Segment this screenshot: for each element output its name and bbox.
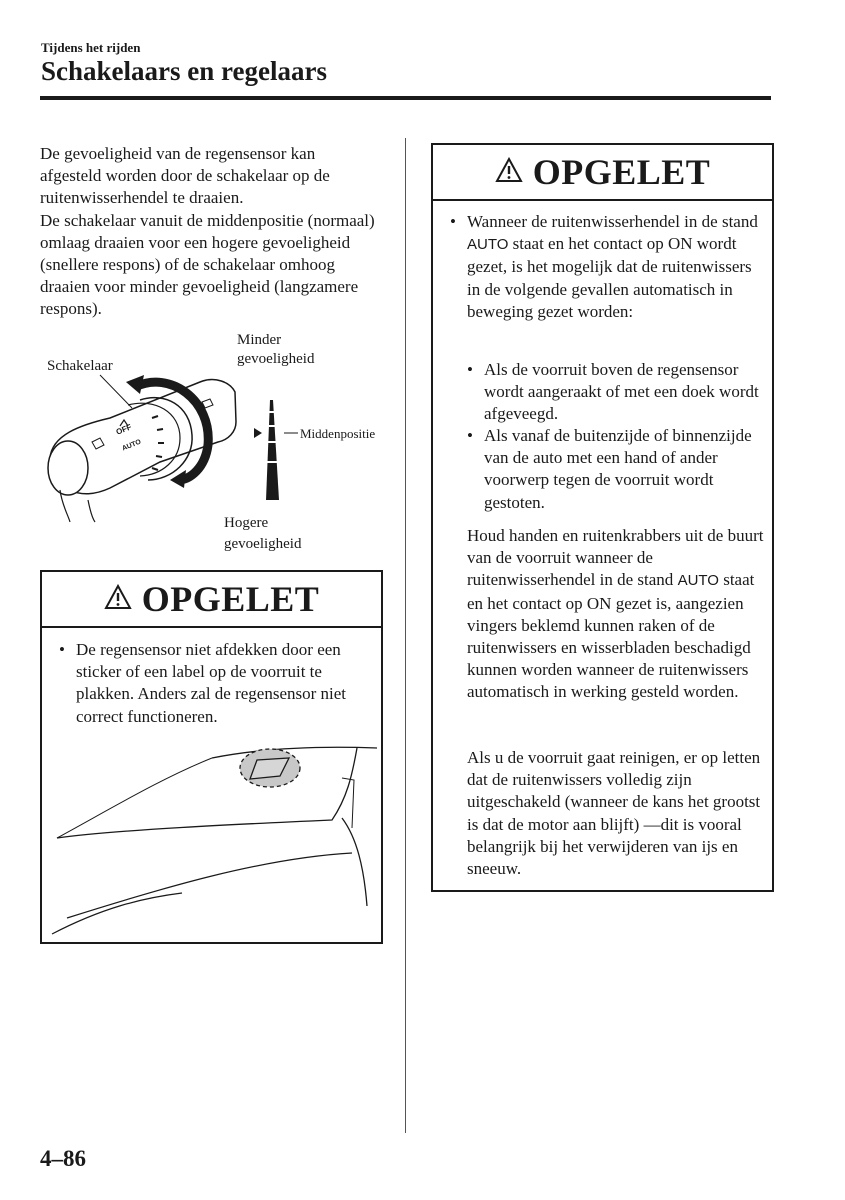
sub-1-text: Als de voorruit boven de regensensor wordt aangeraakt of met een doek wordt afgeveegd.	[484, 360, 759, 424]
caution-box-left	[40, 570, 383, 944]
caution-word-left: OPGELET	[141, 579, 320, 619]
bullet-1-text-b: staat en het contact op ON wordt gezet, is het mogelijk dat de ruitenwissers in de volgende gevallen automatisch in beweging gezet worden:	[467, 234, 752, 321]
section-label: Tijdens het rijden	[41, 40, 141, 55]
windshield-sensor-illustration	[42, 738, 377, 938]
diagram-label-switch: Schakelaar	[47, 358, 113, 374]
para-text-b: staat en het contact op ON gezet is, aangezien vingers beklemd kunnen raken of de ruitenwissers en wisserbladen beschadigd kunnen worden wanneer de ruitenwissers automatisch in werking gesteld worden.	[467, 570, 755, 702]
warning-triangle-icon	[495, 157, 523, 188]
column-divider	[405, 138, 406, 1133]
bullet-1-text-a: Wanneer de ruitenwisserhendel in de stand	[467, 212, 758, 231]
wiper-lever-diagram	[40, 330, 390, 555]
caution-heading-left	[42, 572, 381, 628]
intro-paragraph	[40, 143, 380, 321]
warning-triangle-icon	[104, 584, 132, 615]
caution-heading-right	[433, 145, 772, 201]
caution-right-paragraph	[467, 525, 767, 704]
diagram-label-middle: Middenpositie	[300, 426, 376, 441]
diagram-label-more-1: Hogere	[224, 515, 269, 531]
diagram-label-more-2: gevoeligheid	[224, 536, 302, 552]
para-text-a: Houd handen en ruitenkrabbers uit de buurt van de voorruit wanneer de ruitenwisserhendel in de stand	[467, 526, 764, 590]
bullet-dot: •	[450, 212, 456, 231]
title-rule	[40, 96, 771, 100]
caution-box-right	[431, 143, 774, 892]
page-number: 4–86	[40, 1146, 86, 1171]
caution-word-right: OPGELET	[532, 152, 711, 192]
para-auto: AUTO	[677, 572, 719, 590]
caution-right-sub-1	[467, 359, 764, 426]
sub-2-text: Als vanaf de buitenzijde of binnenzijde van de auto met een hand of ander voorwerp tegen de voorruit wordt gestoten.	[484, 426, 752, 512]
diagram-label-less-1: Minder	[237, 332, 282, 348]
intro-text-1: De gevoeligheid van de regensensor kan afgesteld worden door de schakelaar op de ruitenwisserhendel te draaien.	[40, 144, 330, 208]
caution-left-bullet-text: De regensensor niet afdekken door een sticker of een label op de voorruit te plakken. Anders zal de regensensor niet correct functioneren.	[76, 640, 347, 726]
bullet-dot: •	[467, 360, 473, 379]
bullet-dot: •	[467, 426, 473, 445]
page-title: Schakelaars en regelaars	[41, 56, 327, 86]
caution-right-paragraph-2	[467, 747, 767, 880]
lever-off-mark: OFF	[114, 422, 133, 437]
para-2-text: Als u de voorruit gaat reinigen, er op letten dat de ruitenwissers volledig zijn uitgeschakeld (wanneer de kans het grootst is dat de motor aan blijft) —dit is vooral belangrijk bij het verwijderen van ijs en sneeuw.	[467, 748, 761, 879]
caution-right-bullet-1	[450, 211, 767, 323]
diagram-label-less-2: gevoeligheid	[237, 351, 315, 367]
intro-text-2: De schakelaar vanuit de middenpositie (normaal) omlaag draaien voor een hogere gevoeligheid (snellere respons) of de schakelaar omhoog draaien voor minder gevoeligheid (langzamere respons).	[40, 210, 375, 319]
caution-right-sub-2	[467, 425, 764, 514]
caution-left-bullet-1	[59, 639, 376, 728]
bullet-1-auto: AUTO	[467, 236, 509, 254]
bullet-dot: •	[59, 640, 65, 659]
lever-auto-mark: AUTO	[121, 438, 143, 453]
